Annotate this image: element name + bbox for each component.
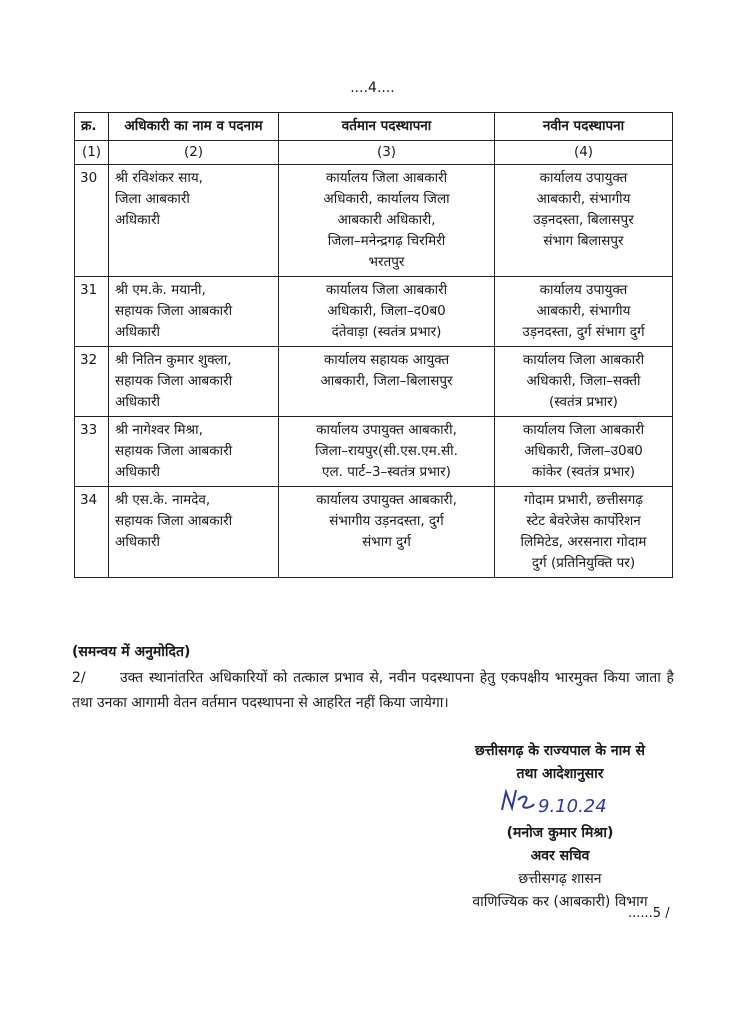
- office-line-1: छत्तीसगढ़ शासन: [518, 871, 602, 887]
- row-new-posting: गोदाम प्रभारी, छत्तीसगढ़ स्टेट बेवरेजेस कार्पोरेशन लिमिटेड, अरसनारा गोदाम दुर्ग (प्रतिनियुक्ति पर): [495, 487, 673, 578]
- row-new-posting: कार्यालय उपायुक्त आबकारी, संभागीय उड़नदस्ता, बिलासपुर संभाग बिलासपुर: [495, 165, 673, 277]
- transfer-table: [74, 112, 673, 578]
- page-number-bottom: ......5 /: [628, 906, 670, 921]
- row-new-posting: कार्यालय जिला आबकारी अधिकारी, जिला–उ0ब0 कांकेर (स्वतंत्र प्रभार): [495, 417, 673, 487]
- row-officer-name: श्री एस.के. नामदेव, सहायक जिला आबकारी अधिकारी: [109, 487, 279, 578]
- row-current-posting: कार्यालय जिला आबकारी अधिकारी, जिला–द0ब0 दंतेवाड़ा (स्वतंत्र प्रभार): [279, 277, 495, 347]
- header-new-posting: नवीन पदस्थापना: [495, 113, 673, 141]
- office-line-2: वाणिज्यिक कर (आबकारी) विभाग: [472, 894, 648, 910]
- header-sn: क्र.: [75, 113, 109, 141]
- column-number: (4): [495, 141, 673, 165]
- row-officer-name: श्री नागेश्वर मिश्रा, सहायक जिला आबकारी अधिकारी: [109, 417, 279, 487]
- sign-line-2: तथा आदेशानुसार: [516, 766, 604, 782]
- column-number: (2): [109, 141, 279, 165]
- handwritten-signature: [420, 786, 700, 822]
- row-serial-number: 32: [75, 347, 109, 417]
- signature-block: [420, 740, 700, 914]
- table-row: [75, 277, 673, 347]
- header-current-posting: वर्तमान पदस्थापना: [279, 113, 495, 141]
- row-current-posting: कार्यालय उपायुक्त आबकारी, जिला–रायपुर(सी.एस.एम.सी. एल. पार्ट–3–स्वतंत्र प्रभार): [279, 417, 495, 487]
- table-row: [75, 487, 673, 578]
- paragraph-text: उक्त स्थानांतरित अधिकारियों को तत्काल प्रभाव से, नवीन पदस्थापना हेतु एकपक्षीय भारमुक्त किया जाता है तथा उनका आगामी वेतन वर्तमान पदस्थापना से आहरित नहीं किया जायेगा।: [72, 670, 674, 711]
- concurrence-note: (समन्वय में अनुमोदित): [72, 644, 191, 660]
- row-officer-name: श्री एम.के. मयानी, सहायक जिला आबकारी अधिकारी: [109, 277, 279, 347]
- table-row: [75, 347, 673, 417]
- row-serial-number: 31: [75, 277, 109, 347]
- page-number-top: ....4....: [350, 80, 395, 96]
- row-serial-number: 33: [75, 417, 109, 487]
- row-officer-name: श्री नितिन कुमार शुक्ला, सहायक जिला आबकारी अधिकारी: [109, 347, 279, 417]
- row-serial-number: 34: [75, 487, 109, 578]
- column-number: (3): [279, 141, 495, 165]
- row-current-posting: कार्यालय उपायुक्त आबकारी, संभागीय उड़नदस्ता, दुर्ग संभाग दुर्ग: [279, 487, 495, 578]
- column-number: (1): [75, 141, 109, 165]
- row-serial-number: 30: [75, 165, 109, 277]
- signatory-designation: अवर सचिव: [530, 848, 590, 864]
- table-header-row: [75, 113, 673, 141]
- row-current-posting: कार्यालय जिला आबकारी अधिकारी, कार्यालय जिला आबकारी अधिकारी, जिला–मनेन्द्रगढ़ चिरमिरी भरतपुर: [279, 165, 495, 277]
- row-new-posting: कार्यालय जिला आबकारी अधिकारी, जिला–सक्ती (स्वतंत्र प्रभार): [495, 347, 673, 417]
- table-row: [75, 417, 673, 487]
- row-new-posting: कार्यालय उपायुक्त आबकारी, संभागीय उड़नदस्ता, दुर्ग संभाग दुर्ग: [495, 277, 673, 347]
- svg-text:9.10.24: 9.10.24: [538, 796, 607, 817]
- signatory-name: (मनोज कुमार मिश्रा): [506, 825, 614, 841]
- table-row: [75, 165, 673, 277]
- column-number-row: [75, 141, 673, 165]
- paragraph-number: 2/: [72, 670, 86, 686]
- row-current-posting: कार्यालय सहायक आयुक्त आबकारी, जिला–बिलासपुर: [279, 347, 495, 417]
- header-name: अधिकारी का नाम व पदनाम: [109, 113, 279, 141]
- sign-line-1: छत्तीसगढ़ के राज्यपाल के नाम से: [475, 743, 645, 759]
- paragraph-2: [72, 666, 674, 716]
- row-officer-name: श्री रविशंकर साय, जिला आबकारी अधिकारी: [109, 165, 279, 277]
